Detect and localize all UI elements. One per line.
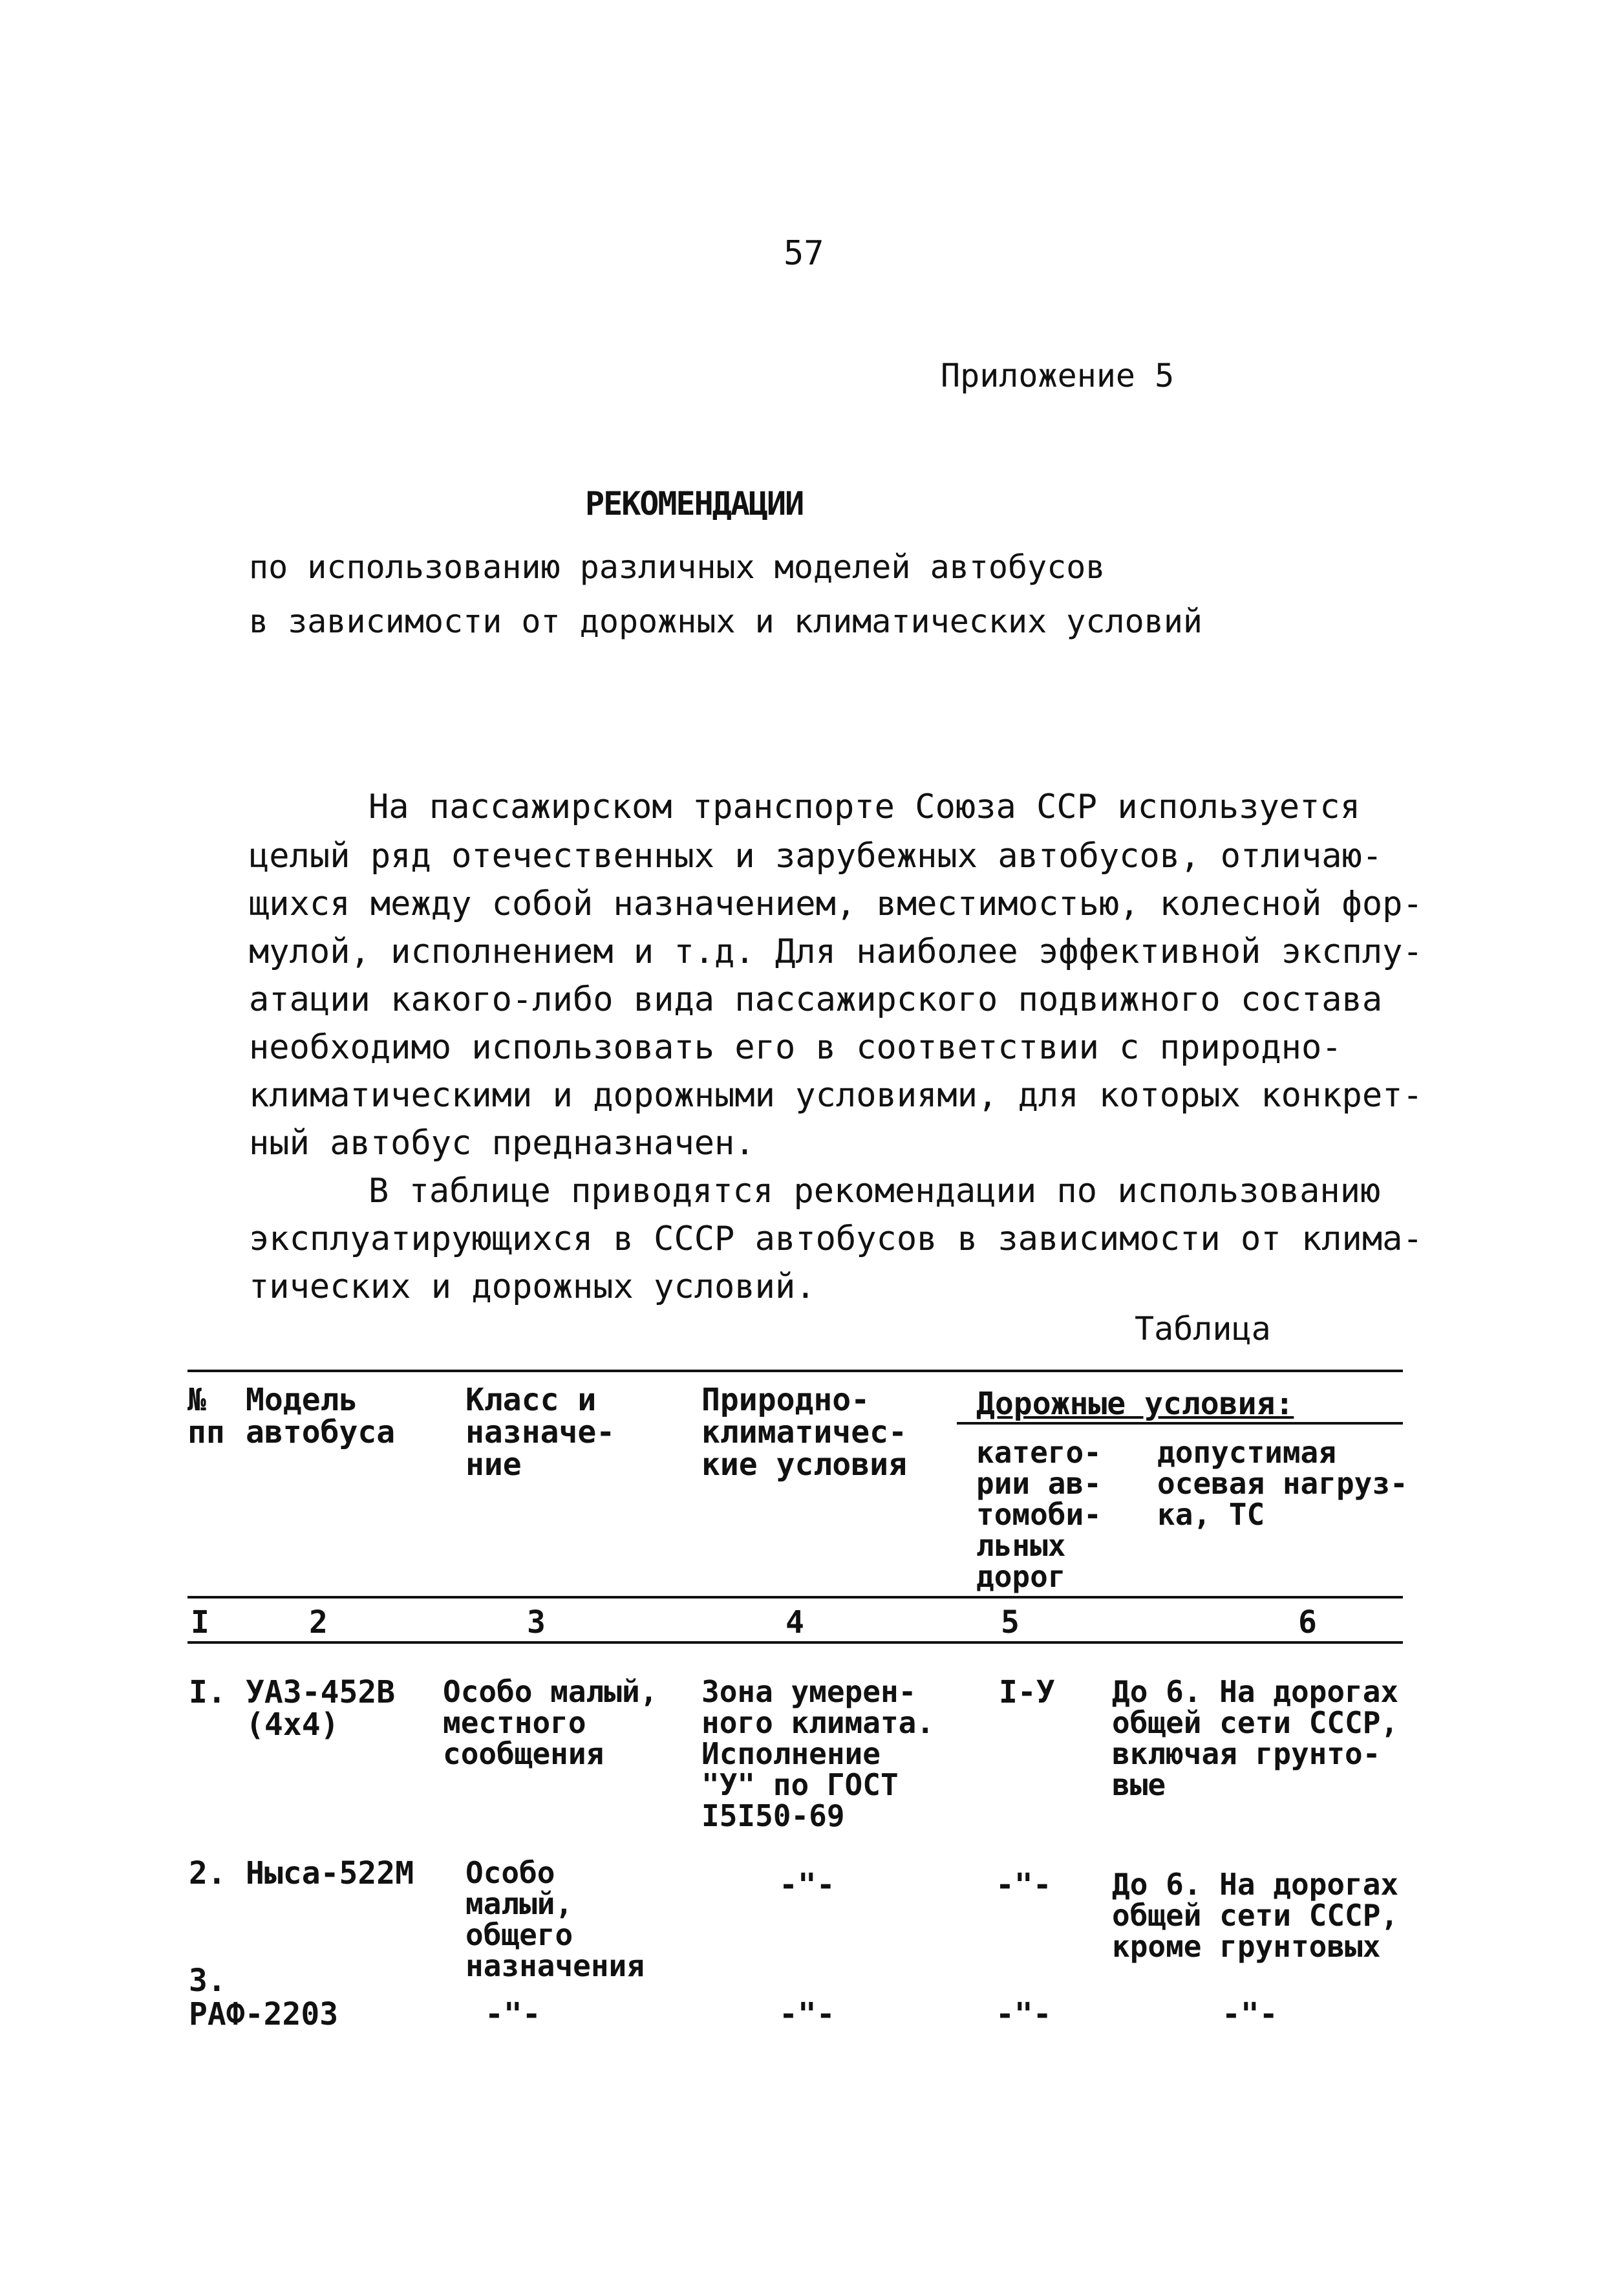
- paragraph-1-line-6: необходимо использовать его в соответствии с природно-: [249, 1028, 1342, 1067]
- row-2-category: -"-: [996, 1867, 1052, 1903]
- header-road-category: катего- рии ав- томоби- льных дорог: [976, 1435, 1102, 1594]
- column-numbers-rule: [187, 1641, 1403, 1644]
- row-1-climate: Зона умерен- ного климата. Исполнение "У" по ГОСТ I5I50-69: [701, 1674, 935, 1833]
- row-2-model: Ныса-522М: [246, 1855, 414, 1891]
- paragraph-2-line-1: В таблице приводятся рекомендации по использованию: [369, 1172, 1381, 1211]
- colnum-4: 4: [785, 1604, 804, 1641]
- appendix-label: Приложение 5: [941, 357, 1175, 394]
- subtitle-line-1: по использованию различных моделей автобусов: [249, 548, 1106, 586]
- table-label: Таблица: [1135, 1310, 1271, 1348]
- colnum-1: I: [191, 1604, 209, 1641]
- header-model: Модель автобуса: [246, 1382, 396, 1450]
- colnum-5: 5: [1001, 1604, 1020, 1641]
- colnum-2: 2: [309, 1604, 328, 1641]
- paragraph-2-line-3: тических и дорожных условий.: [249, 1267, 816, 1306]
- header-bottom-rule: [187, 1596, 1403, 1599]
- colnum-6: 6: [1298, 1604, 1317, 1641]
- paragraph-1-line-4: мулой, исполнением и т.д. Для наиболее эффективной эксплу-: [249, 932, 1423, 971]
- paragraph-1-line-7: климатическими и дорожными условиями, для которых конкрет-: [249, 1076, 1423, 1115]
- row-1-class: Особо малый, местного сообщения: [443, 1674, 658, 1771]
- row-2-num: 2.: [189, 1855, 226, 1891]
- paragraph-1-line-1: На пассажирском транспорте Союза ССР используется: [369, 788, 1361, 826]
- row-2-load: До 6. На дорогах общей сети СССР, кроме грунтовых: [1112, 1867, 1399, 1964]
- row-1-load: До 6. На дорогах общей сети СССР, включая грунто- вые: [1112, 1674, 1399, 1802]
- row-1-num: I.: [189, 1674, 226, 1710]
- paragraph-1-line-2: целый ряд отечественных и зарубежных автобусов, отличаю-: [249, 837, 1383, 876]
- row-3-climate: -"-: [779, 1996, 835, 2032]
- paragraph-1-line-3: щихся между собой назначением, вместимостью, колесной фор-: [249, 885, 1423, 923]
- paragraph-1-line-8: ный автобус предназначен.: [249, 1124, 755, 1163]
- header-road-conditions: Дорожные условия:: [976, 1386, 1294, 1422]
- paragraph-1-line-5: атации какого-либо вида пассажирского подвижного состава: [249, 980, 1383, 1019]
- paragraph-2-line-2: эксплуатирующихся в СССР автобусов в зависимости от клима-: [249, 1220, 1423, 1258]
- row-1-model: УАЗ-452В (4х4): [246, 1674, 396, 1743]
- page-number: 57: [784, 234, 824, 273]
- row-1-category: I-У: [999, 1674, 1055, 1710]
- row-3-model: РАФ-2203: [189, 1996, 339, 2032]
- header-num: № пп: [187, 1382, 225, 1450]
- table-top-rule: [187, 1370, 1403, 1372]
- row-3-category: -"-: [996, 1996, 1052, 2032]
- colnum-3: 3: [527, 1604, 546, 1641]
- road-group-rule: [957, 1422, 1403, 1425]
- row-3-load: -"-: [1222, 1996, 1278, 2032]
- row-3-num: 3.: [189, 1963, 226, 1999]
- header-class: Класс и назначе- ние: [465, 1382, 615, 1483]
- header-axle-load: допустимая осевая нагруз- ка, ТС: [1157, 1435, 1408, 1532]
- row-2-class: Особо малый, общего назначения: [465, 1855, 645, 1983]
- row-3-class: -"-: [485, 1996, 541, 2032]
- row-2-climate: -"-: [779, 1867, 835, 1903]
- header-climate: Природно- климатичес- кие условия: [701, 1382, 907, 1483]
- document-title: РЕКОМЕНДАЦИИ: [585, 485, 804, 522]
- subtitle-line-2: в зависимости от дорожных и климатических условий: [249, 603, 1203, 640]
